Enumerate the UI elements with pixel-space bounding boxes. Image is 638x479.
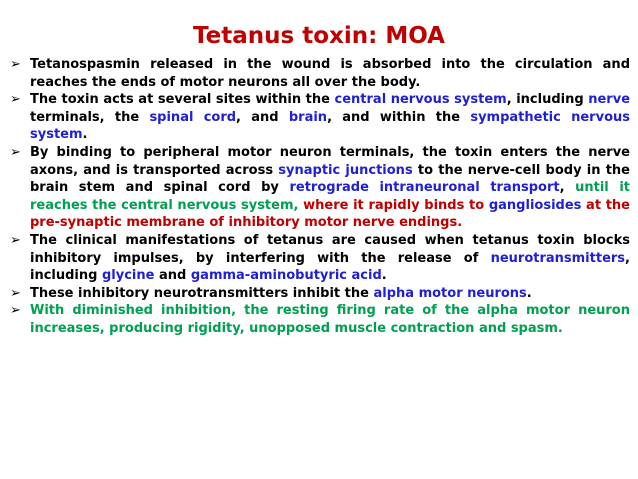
bullet-text-segment: glycine — [101, 268, 155, 284]
bullet-text-segment: spinal cord — [149, 109, 237, 125]
bullet-text-segment: The toxin acts at several sites within the — [30, 92, 335, 108]
bullet-text-segment: retrograde intraneuronal transport — [289, 180, 560, 196]
bullet-text-segment: and — [154, 268, 191, 284]
bullet-text-segment: . — [82, 127, 88, 143]
bullet-text-segment: The clinical manifestations of tetanus are caused when tetanus toxin blocks inhibitory impulses, by interfering with the release of — [30, 232, 630, 266]
bullet-text-segment: , and — [236, 109, 289, 125]
bullet-text-segment: nerve — [588, 92, 631, 108]
bullet-list — [10, 56, 630, 338]
bullet-text-segment: terminals, the — [30, 109, 150, 125]
bullet-text-segment: synaptic junctions — [278, 162, 413, 178]
bullet-text-segment: gamma-aminobutyric acid — [190, 268, 382, 284]
bullet-item — [10, 144, 630, 232]
bullet-text-segment: sympathetic nervous system — [30, 109, 630, 143]
bullet-text-segment: neurotransmitters — [490, 250, 626, 266]
bullet-text-segment: . — [381, 268, 387, 284]
bullet-text-segment: to the nerve-cell body in the brain stem and spinal cord by — [30, 162, 630, 196]
bullet-text-segment: at the pre-synaptic membrane of inhibitory motor nerve endings. — [30, 197, 630, 231]
arrow-bullet-icon: ➢ — [10, 57, 21, 72]
arrow-bullet-icon: ➢ — [10, 303, 21, 319]
arrow-bullet-icon: ➢ — [10, 144, 21, 160]
bullet-text-segment: . — [526, 285, 532, 301]
bullet-text-segment: With diminished inhibition, the resting firing rate of the alpha motor neuron increases, producing rigidity, unopposed muscle contraction and spasm. — [30, 303, 630, 336]
bullet-item — [10, 302, 630, 337]
bullet-text-segment: Tetanospasmin released in the wound is absorbed into the circulation and reaches the ends of motor neurons all over the body. — [30, 57, 630, 90]
arrow-bullet-icon: ➢ — [10, 232, 21, 248]
bullet-text-segment: brain — [288, 109, 328, 125]
bullet-text-segment: where it rapidly binds to — [303, 197, 489, 213]
arrow-bullet-icon: ➢ — [10, 92, 21, 108]
bullet-text-segment: central nervous system — [334, 92, 507, 108]
bullet-text-segment: , including — [506, 92, 589, 108]
bullet-text-segment: By binding to peripheral motor neuron terminals, the toxin enters the nerve axons, and is transported across — [30, 144, 630, 178]
bullet-item — [10, 91, 630, 144]
bullet-text-segment: alpha motor neurons — [373, 285, 527, 301]
bullet-text-segment: These inhibitory neurotransmitters inhibit the — [30, 285, 374, 301]
bullet-item — [10, 285, 630, 303]
bullet-text-segment: , and within the — [327, 109, 471, 125]
bullet-text-segment: , — [559, 180, 576, 196]
bullet-item — [10, 232, 630, 285]
bullet-text-segment: , including — [30, 250, 630, 284]
arrow-bullet-icon: ➢ — [10, 285, 21, 301]
bullet-text-segment: until it reaches the central nervous system, — [30, 180, 631, 213]
bullet-item — [10, 56, 630, 91]
slide-title: Tetanus toxin: MOA — [193, 23, 445, 49]
bullet-text-segment: gangliosides — [488, 197, 582, 213]
